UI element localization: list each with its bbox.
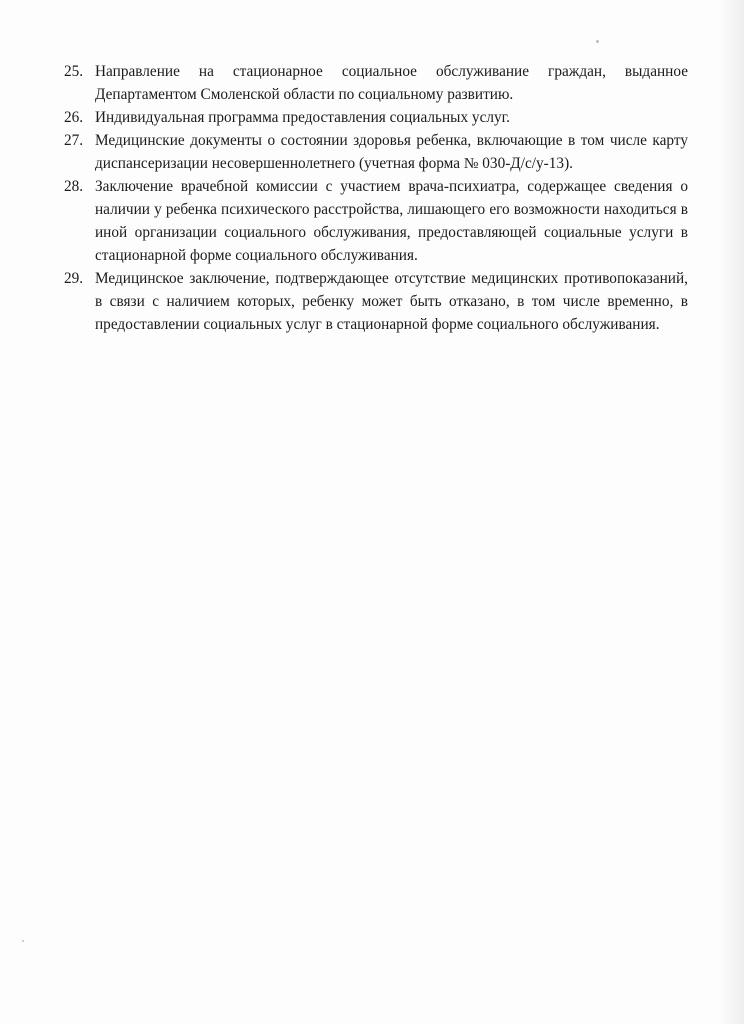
item-number: 25. (64, 63, 84, 80)
item-text: Медицинское заключение, подтверждающее отсутствие медицинских противопоказаний, в связи с наличием которых, ребенку может быть отказано, в том числе временно, в предоставлении социальных услуг в стационарной форме социального обслуживания. (95, 270, 688, 333)
list-item (64, 267, 688, 336)
item-number: 27. (64, 132, 84, 149)
list-item (64, 60, 688, 106)
list-item (64, 106, 688, 129)
item-text: Направление на стационарное социальное обслуживание граждан, выданное Департаментом Смоленской области по социальному развитию. (95, 63, 688, 103)
scan-speck (596, 40, 599, 43)
item-number: 28. (64, 178, 84, 195)
scan-speck (22, 940, 24, 942)
numbered-document-list (64, 60, 688, 336)
item-number: 29. (64, 270, 84, 287)
item-text: Медицинские документы о состоянии здоровья ребенка, включающие в том числе карту диспансеризации несовершеннолетнего (учетная форма № 030-Д/с/у-13). (95, 132, 688, 172)
item-text: Индивидуальная программа предоставления социальных услуг. (95, 109, 511, 126)
item-number: 26. (64, 109, 84, 126)
list-item (64, 175, 688, 267)
scan-edge-shadow (718, 0, 744, 1024)
list-item (64, 129, 688, 175)
item-text: Заключение врачебной комиссии с участием врача-психиатра, содержащее сведения о наличии у ребенка психического расстройства, лишающего его возможности находиться в иной организации социального обслуживания, предоставляющей социальные услуги в стационарной форме социального обслуживания. (95, 178, 688, 264)
